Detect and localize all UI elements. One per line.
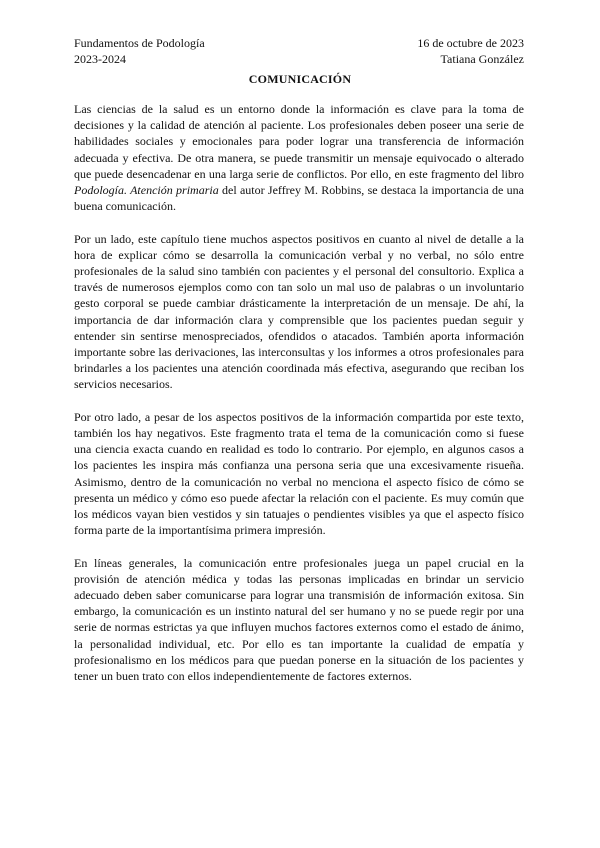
paragraph-negative-aspects: Por otro lado, a pesar de los aspectos positivos de la información compartida por este texto, también los hay negativos. Este fragmento trata el tema de la comunicación como si fuese una ciencia exacta cuando en realidad es todo lo contrario. Por ejemplo, en algunos casos a los pacientes les inspira más confianza una persona seria que una excesivamente risueña. Asimismo, dentro de la comunicación no verbal no menciona el aspecto físico de cómo se presenta un médico y cómo eso puede afectar la relación con el paciente. Es muy común que los médicos vayan bien vestidos y sin tatuajes o pendientes visibles ya que el aspecto físico forma parte de la importantísima primera impresión. [74, 409, 524, 538]
header-row-top [74, 36, 524, 52]
document-date: 16 de octubre de 2023 [417, 36, 524, 50]
author-name: Tatiana González [440, 51, 524, 66]
paragraph-positive-aspects: Por un lado, este capítulo tiene muchos aspectos positivos en cuanto al nivel de detalle a la hora de explicar cómo se desarrolla la comunicación verbal y no verbal, no sólo entre profesionales de la salud sino también con pacientes y el personal del consultorio. Explica a través de numerosos ejemplos como con tan solo un mal uso de palabras o un involuntario gesto corporal se puede cambiar drásticamente la interpretación de un mensaje. De ahí, la importancia de dar información clara y comprensible que los pacientes puedan seguir y entender sin sentirse menospreciados, ofendidos o atacados. También aporta información importante sobre las derivaciones, las interconsultas y los informes a otros profesionales para brindarles a los pacientes una atención coordinada más efectiva, asegurando que reciban los servicios necesarios. [74, 231, 524, 392]
paragraph-1-text-start: Las ciencias de la salud es un entorno donde la información es clave para la toma de decisiones y la calidad de atención al paciente. Los profesionales deben poseer una serie de habilidades sociales y emocionales para poder lograr una transferencia de información adecuada y efectiva. De otra manera, se puede transmitir un mensaje equivocado o alterado que puede desencadenar en una larga serie de conflictos. Por ello, en este fragmento del libro [74, 102, 524, 181]
paragraph-conclusion: En líneas generales, la comunicación entre profesionales juega un papel crucial en la provisión de atención médica y todas las personas implicadas en brindar un servicio adecuado deben saber comunicarse para lograr una transmisión de información exitosa. Sin embargo, la comunicación es un instinto natural del ser humano y no se puede regir por una serie de normas estrictas ya que influyen muchos factores externos como el estado de ánimo, la personalidad individual, etc. Por ello es tan importante la cualidad de empatía y profesionalismo en los médicos para que puedan ponerse en la situación de los pacientes y tener un buen trato con ellos independientemente de factores externos. [74, 555, 524, 684]
paragraph-1-text-end: del autor Jeffrey M. Robbins, se destaca la importancia de una buena comunicación. [74, 183, 524, 214]
book-title: Podología. Atención primaria [74, 183, 219, 198]
paragraph-introduction [74, 101, 524, 214]
course-name: Fundamentos de Podología [74, 36, 205, 50]
document-body [74, 101, 524, 684]
document-header [74, 36, 524, 67]
header-row-bottom [74, 52, 524, 68]
document-title: COMUNICACIÓN [248, 72, 352, 86]
academic-year: 2023-2024 [74, 51, 126, 66]
